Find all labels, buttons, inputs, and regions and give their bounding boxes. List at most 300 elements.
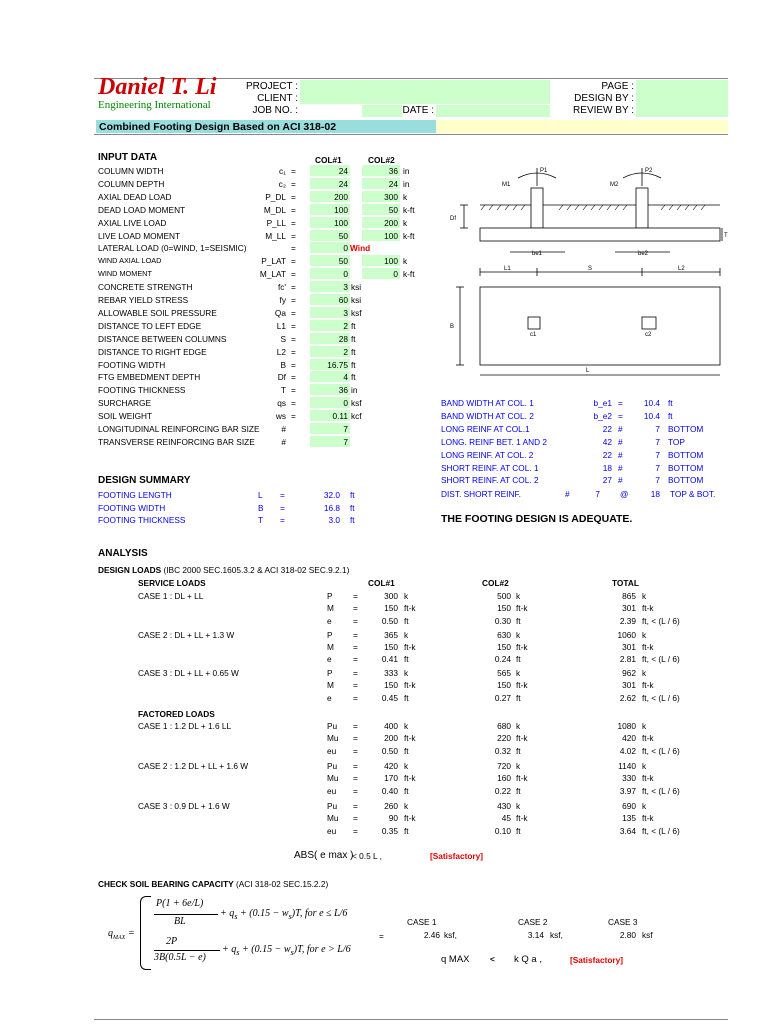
input-label: TRANSVERSE REINFORCING BAR SIZE	[98, 436, 255, 447]
col1-unit: ft-k	[404, 813, 416, 824]
load-equals: =	[353, 761, 358, 771]
input-label: REBAR YIELD STRESS	[98, 295, 189, 305]
input-unit: ft	[351, 359, 356, 370]
load-equals: =	[353, 654, 358, 665]
qmax-lt: <	[490, 954, 495, 964]
input-equals: =	[291, 269, 296, 280]
total-value: 1080	[617, 721, 636, 731]
load-symbol: e	[327, 692, 332, 703]
load-symbol: Pu	[327, 721, 338, 731]
input-label: SURCHARGE	[98, 398, 152, 409]
summary-value: 3.0	[328, 515, 340, 525]
col1-value: 90	[388, 813, 398, 824]
input-label: COLUMN DEPTH	[98, 178, 165, 189]
input-unit: k	[403, 217, 408, 228]
summary-heading: DESIGN SUMMARY	[98, 475, 191, 486]
load-equals: =	[353, 668, 358, 678]
input-equals: =	[291, 320, 296, 331]
col1-value: 365	[384, 629, 398, 640]
load-symbol: Mu	[327, 813, 339, 824]
page-title: Combined Footing Design Based on ACI 318-02	[99, 121, 337, 133]
col2-unit: k	[516, 721, 521, 731]
input-equals: =	[291, 282, 296, 293]
load-symbol: M	[327, 603, 334, 614]
total-unit: ft-k	[642, 641, 654, 652]
col1-value: 150	[384, 603, 398, 614]
input-col1-value: 24	[338, 178, 348, 189]
input-label: DISTANCE BETWEEN COLUMNS	[98, 333, 227, 344]
design-loads-title	[98, 565, 349, 575]
reinf-hash: #	[618, 436, 623, 447]
be1-label: be1	[532, 251, 543, 257]
input-symbol: M_LL	[265, 230, 286, 241]
input-symbol: S	[280, 333, 286, 344]
input-unit: ft	[351, 372, 356, 383]
m1-label: M1	[502, 182, 511, 188]
input-label: COLUMN WIDTH	[98, 166, 164, 176]
soil-case2-unit: ksf,	[550, 930, 563, 940]
load-symbol: P	[327, 629, 333, 640]
col1-value: 0.50	[381, 745, 398, 756]
title-rule	[94, 134, 728, 135]
reinf-count: 22	[602, 449, 612, 460]
input-unit: ksf	[351, 398, 362, 409]
input-equals: =	[291, 372, 296, 383]
analysis-total-header: TOTAL	[612, 578, 639, 588]
client-label: CLIENT :	[257, 93, 298, 104]
s-label: S	[588, 266, 593, 272]
kqa-label: k Q a ,	[514, 954, 542, 965]
column-2	[636, 188, 648, 228]
load-equals: =	[353, 629, 358, 640]
soil-formula: $q_{MAX}$ = P(1 + 6e/L) BL + $q_s + (0.15 - w_s)T$, for e ≤ L/6 2P 3B(0.5L − e) + $q_s + (0.15 - w_s)T$, for e > L/6	[98, 894, 358, 972]
input-unit: in	[403, 178, 410, 189]
footing-plan	[480, 287, 720, 365]
reinf-hash: #	[618, 462, 623, 473]
total-unit: ft, < (L / 6)	[642, 615, 680, 626]
date-label: DATE :	[402, 105, 434, 116]
input-label: DISTANCE TO RIGHT EDGE	[98, 346, 207, 357]
summary-unit: ft	[350, 490, 355, 500]
analysis-heading: ANALYSIS	[98, 548, 148, 559]
col2-unit: ft-k	[516, 641, 528, 652]
input-heading: INPUT DATA	[98, 152, 158, 163]
total-value: 301	[622, 641, 636, 652]
col2-value: 0.10	[494, 825, 511, 836]
analysis-col2-header: COL#2	[482, 578, 509, 588]
reinf-count: 27	[602, 475, 612, 486]
input-col2-value: 0	[393, 269, 398, 280]
input-equals: =	[291, 230, 296, 241]
analysis-col1-header: COL#1	[368, 578, 395, 588]
col2-value: 500	[497, 591, 511, 601]
soil-equals: =	[379, 931, 384, 941]
load-symbol: eu	[327, 785, 337, 796]
col1-value: 150	[384, 641, 398, 652]
load-equals: =	[353, 591, 358, 601]
reinf-label: SHORT REINF. AT COL. 2	[441, 475, 539, 486]
col1-value: 300	[384, 591, 398, 601]
adequate-message: THE FOOTING DESIGN IS ADEQUATE.	[441, 513, 633, 525]
load-equals: =	[353, 733, 358, 744]
col2-unit: k	[516, 668, 521, 678]
input-unit: kcf	[351, 411, 362, 422]
col2-unit: ft-k	[516, 603, 528, 614]
col2-value: 0.27	[494, 692, 511, 703]
dist-short-hash: #	[565, 489, 570, 499]
load-symbol: eu	[327, 825, 337, 836]
soil-case2-value: 3.14	[527, 930, 544, 940]
input-symbol: fy	[279, 295, 286, 305]
col2-value: 150	[497, 603, 511, 614]
input-col1-value: 28	[338, 333, 348, 344]
input-symbol: P_DL	[265, 191, 286, 202]
be2-label: be2	[638, 251, 649, 257]
col2-unit: k	[516, 801, 521, 811]
total-unit: ft, < (L / 6)	[642, 785, 680, 796]
reinf-label: LONG REINF. AT COL. 2	[441, 449, 534, 460]
col1-unit: ft	[404, 654, 409, 665]
load-symbol: e	[327, 654, 332, 665]
col1-unit: k	[404, 668, 409, 678]
reinf-count: b_e1	[593, 398, 612, 408]
col2-unit: k	[516, 761, 521, 771]
input-unit: k-ft	[403, 230, 415, 241]
total-value: 962	[622, 668, 636, 678]
reinf-label: SHORT REINF. AT COL. 1	[441, 462, 539, 473]
project-client-field[interactable]	[300, 80, 550, 104]
design-loads-ref: (IBC 2000 SEC.1605.3.2 & ACI 318-02 SEC.9.2.1)	[163, 565, 350, 575]
reviewby-label: REVIEW BY :	[573, 105, 634, 116]
input-col1-value: 50	[338, 230, 348, 241]
total-unit: k	[642, 721, 647, 731]
t-label: T	[724, 233, 728, 239]
abs-check-result: [Satisfactory]	[430, 851, 484, 861]
input-col1-value: 2	[343, 320, 348, 331]
p2-label: P2	[645, 168, 653, 174]
col1-unit: ft-k	[404, 680, 416, 691]
col2-unit: ft-k	[516, 733, 528, 744]
input-equals: =	[291, 411, 296, 422]
soil-heading-ref: (ACI 318-02 SEC.15.2.2)	[236, 879, 329, 889]
input-label: LIVE LOAD MOMENT	[98, 230, 181, 241]
reinf-label: BAND WIDTH AT COL. 1	[441, 398, 534, 408]
jobno-label: JOB NO. :	[252, 105, 298, 116]
col1-unit: ft	[404, 785, 409, 796]
load-case-name: CASE 1 : DL + LL	[138, 591, 204, 601]
input-col1-value: 60	[338, 295, 348, 305]
soil-case3-label: CASE 3	[608, 917, 638, 927]
dist-short-at: @	[620, 489, 629, 499]
col2-unit: ft	[516, 785, 521, 796]
input-equals: =	[291, 256, 296, 267]
col1-value: 0.35	[381, 825, 398, 836]
total-value: 690	[622, 801, 636, 811]
input-unit: ft	[351, 346, 356, 357]
input-symbol: Df	[277, 372, 286, 383]
input-symbol: L2	[276, 346, 286, 357]
col2-value: 0.22	[494, 785, 511, 796]
soil-heading-bold: CHECK SOIL BEARING CAPACITY	[98, 879, 234, 889]
input-unit: k	[403, 256, 408, 267]
col2-unit: ft	[516, 692, 521, 703]
logo-name: Daniel T. Li	[98, 74, 217, 100]
col2-unit: ft-k	[516, 773, 528, 784]
design-loads-bold: DESIGN LOADS	[98, 565, 162, 575]
input-col1-value: 3	[343, 282, 348, 293]
input-col1-value: 7	[343, 436, 348, 447]
col2-value: 680	[497, 721, 511, 731]
designby-label: DESIGN BY :	[574, 93, 634, 104]
input-col2-value: 36	[388, 166, 398, 176]
input-col1-value: 200	[334, 191, 348, 202]
input-symbol: c₂	[278, 178, 286, 189]
input-col1-value: 100	[334, 204, 348, 215]
reinf-size: 7	[655, 462, 660, 473]
col2-value: 160	[497, 773, 511, 784]
total-unit: k	[642, 591, 647, 601]
input-label: FOOTING WIDTH	[98, 359, 166, 370]
load-case-name: CASE 3 : 0.9 DL + 1.6 W	[138, 801, 230, 811]
input-label: SOIL WEIGHT	[98, 411, 153, 422]
col2-unit: k	[516, 629, 521, 640]
col1-value: 150	[384, 680, 398, 691]
reinf-count: 42	[602, 436, 612, 447]
input-label: CONCRETE STRENGTH	[98, 282, 193, 293]
summary-unit: ft	[350, 502, 355, 513]
load-symbol: e	[327, 615, 332, 626]
load-equals: =	[353, 692, 358, 703]
input-col1-value: 7	[343, 424, 348, 434]
summary-label: FOOTING WIDTH	[98, 502, 166, 513]
input-col2-value: 200	[384, 217, 398, 228]
total-value: 330	[622, 773, 636, 784]
input-col1-value: 2	[343, 346, 348, 357]
load-equals: =	[353, 680, 358, 691]
soil-heading	[98, 879, 328, 889]
reinf-size: 7	[655, 423, 660, 434]
col2-unit: ft-k	[516, 813, 528, 824]
col2-unit: ft	[516, 745, 521, 756]
input-label: FOOTING THICKNESS	[98, 385, 186, 396]
reinf-hash: #	[618, 449, 623, 460]
input-col2-value: 100	[384, 230, 398, 241]
load-case-name: CASE 3 : DL + LL + 0.65 W	[138, 668, 239, 678]
input-unit: k-ft	[403, 269, 415, 280]
input-unit: ksf	[351, 307, 362, 318]
lateral-type-label: Wind	[350, 243, 371, 254]
input-label: AXIAL DEAD LOAD	[98, 191, 172, 202]
total-value: 135	[622, 813, 636, 824]
input-col1-value: 24	[338, 166, 348, 176]
summary-equals: =	[280, 490, 285, 500]
total-unit: k	[642, 668, 647, 678]
reinf-size: 10.4	[643, 410, 660, 421]
input-symbol: #	[281, 424, 286, 434]
col2-value: 45	[501, 813, 511, 824]
total-unit: ft, < (L / 6)	[642, 654, 680, 665]
input-label: WIND AXIAL LOAD	[98, 256, 162, 266]
input-unit: ksi	[351, 282, 362, 293]
footing-elevation	[480, 228, 720, 241]
soil-case1-label: CASE 1	[407, 917, 437, 927]
col2-value: 0.30	[494, 615, 511, 626]
c1-label: c1	[530, 332, 537, 338]
p1-label: P1	[540, 168, 548, 174]
soil-case2-label: CASE 2	[518, 917, 548, 927]
input-equals: =	[291, 191, 296, 202]
col1-value: 420	[384, 761, 398, 771]
col1-unit: k	[404, 591, 409, 601]
input-col1-value: 100	[334, 217, 348, 228]
reinf-size: 7	[655, 436, 660, 447]
col2-unit: ft	[516, 615, 521, 626]
input-col2-value: 100	[384, 256, 398, 267]
total-unit: ft-k	[642, 813, 654, 824]
dist-short-size: 7	[595, 489, 600, 499]
total-unit: ft, < (L / 6)	[642, 692, 680, 703]
total-value: 420	[622, 733, 636, 744]
reinf-position: BOTTOM	[668, 475, 704, 486]
col2-value: 630	[497, 629, 511, 640]
input-equals: =	[291, 333, 296, 344]
summary-unit: ft	[350, 515, 355, 525]
b-label: B	[450, 324, 455, 330]
total-value: 1060	[617, 629, 636, 640]
soil-case3-value: 2.80	[619, 930, 636, 940]
input-label: LONGITUDINAL REINFORCING BAR SIZE	[98, 424, 260, 434]
input-equals: =	[291, 346, 296, 357]
col2-unit: ft	[516, 825, 521, 836]
col1-unit: ft-k	[404, 641, 416, 652]
input-col1-value: 50	[338, 256, 348, 267]
total-unit: k	[642, 761, 647, 771]
soil-result: [Satisfactory]	[570, 955, 624, 965]
col2-value: 220	[497, 733, 511, 744]
logo-subtitle: Engineering International	[98, 99, 211, 111]
input-symbol: fc'	[277, 282, 286, 293]
load-equals: =	[353, 615, 358, 626]
input-col1-value: 0	[343, 269, 348, 280]
reinf-hash: #	[618, 475, 623, 486]
input-col1-value: 0	[343, 243, 348, 254]
load-symbol: eu	[327, 745, 337, 756]
reinf-position: BOTTOM	[668, 462, 704, 473]
col2-value: 565	[497, 668, 511, 678]
col1-unit: k	[404, 629, 409, 640]
input-col1-value: 16.75	[327, 359, 348, 370]
col1-value: 0.50	[381, 615, 398, 626]
load-equals: =	[353, 641, 358, 652]
df-label: Df	[450, 216, 456, 222]
total-unit: k	[642, 801, 647, 811]
input-label: DISTANCE TO LEFT EDGE	[98, 320, 202, 331]
project-label: PROJECT :	[245, 81, 298, 92]
col1-unit: k	[404, 801, 409, 811]
abs-check-label: ABS( e max )	[294, 850, 354, 861]
input-symbol: P_LL	[266, 217, 286, 228]
load-equals: =	[353, 773, 358, 784]
col1-unit: k	[404, 761, 409, 771]
col2-value: 720	[497, 761, 511, 771]
load-case-name: CASE 2 : 1.2 DL + LL + 1.6 W	[138, 761, 249, 771]
service-loads-heading: SERVICE LOADS	[138, 578, 206, 588]
ground-hatch	[481, 205, 705, 210]
load-case-name: CASE 1 : 1.2 DL + 1.6 LL	[138, 721, 232, 731]
reinf-position: BOTTOM	[668, 449, 704, 460]
input-label: LATERAL LOAD (0=WIND, 1=SEISMIC)	[98, 243, 247, 254]
total-unit: k	[642, 629, 647, 640]
m2-label: M2	[610, 182, 619, 188]
load-symbol: Pu	[327, 801, 338, 811]
summary-symbol: T	[258, 515, 264, 525]
input-unit: in	[351, 385, 358, 396]
input-symbol: T	[280, 385, 286, 396]
summary-value: 16.8	[323, 502, 340, 513]
input-equals: =	[291, 243, 296, 254]
col2-value: 0.24	[494, 654, 511, 665]
input-symbol: B	[280, 359, 286, 370]
col1-unit: ft	[404, 615, 409, 626]
bottom-rule	[94, 1019, 728, 1020]
column-1	[531, 188, 543, 228]
reinf-position: TOP	[668, 436, 685, 447]
input-equals: =	[291, 217, 296, 228]
col1-value: 260	[384, 801, 398, 811]
input-col2-value: 24	[388, 178, 398, 189]
reinf-label: BAND WIDTH AT COL. 2	[441, 410, 534, 421]
input-unit: in	[403, 166, 410, 176]
input-label: FTG EMBEDMENT DEPTH	[98, 372, 201, 383]
summary-label: FOOTING LENGTH	[98, 490, 172, 500]
reinf-count: 22	[602, 423, 612, 434]
input-col1-value: 0.11	[332, 411, 348, 422]
reinf-size: 10.4	[643, 398, 660, 408]
date-field[interactable]	[436, 105, 550, 117]
load-symbol: Mu	[327, 733, 339, 744]
input-symbol: #	[281, 436, 286, 447]
dist-short-position: TOP & BOT.	[670, 489, 716, 499]
total-value: 2.81	[619, 654, 636, 665]
dist-short-spacing: 18	[650, 489, 660, 499]
total-unit: ft, < (L / 6)	[642, 825, 680, 836]
summary-symbol: L	[258, 490, 263, 500]
summary-label: FOOTING THICKNESS	[98, 515, 186, 525]
l2-label: L2	[678, 266, 685, 272]
total-unit: ft-k	[642, 680, 654, 691]
dist-short-label: DIST. SHORT REINF.	[441, 489, 521, 499]
total-unit: ft-k	[642, 773, 654, 784]
col1-value: 200	[384, 733, 398, 744]
input-col2-value: 300	[384, 191, 398, 202]
input-equals: =	[291, 204, 296, 215]
reinf-hash: =	[618, 398, 623, 408]
l1-label: L1	[504, 266, 511, 272]
input-symbol: c₁	[279, 166, 286, 176]
page-label: PAGE :	[601, 81, 634, 92]
reinf-hash: =	[618, 410, 623, 421]
total-value: 301	[622, 680, 636, 691]
load-symbol: P	[327, 668, 333, 678]
col1-value: 400	[384, 721, 398, 731]
input-label: WIND MOMENT	[98, 269, 152, 279]
load-case-name: CASE 2 : DL + LL + 1.3 W	[138, 629, 235, 640]
title-bar-right	[436, 120, 728, 133]
page-design-review-field[interactable]	[636, 80, 728, 117]
col2-value: 430	[497, 801, 511, 811]
reinf-count: 18	[602, 462, 612, 473]
load-equals: =	[353, 603, 358, 614]
